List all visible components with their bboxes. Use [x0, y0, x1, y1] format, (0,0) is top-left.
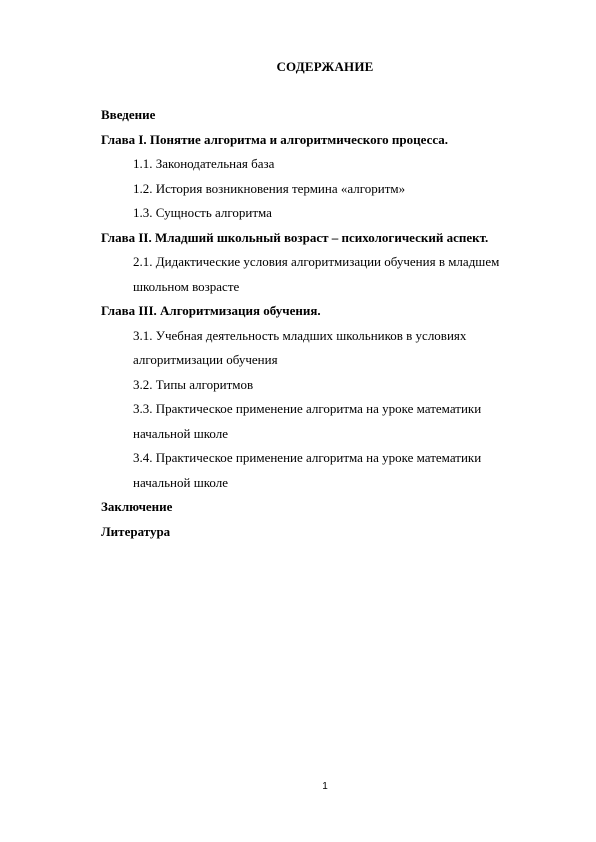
page-number: 1: [322, 781, 328, 792]
toc-entry-1-2: 1.2. История возникновения термина «алгоритм»: [133, 180, 406, 196]
table-of-contents: [101, 103, 541, 544]
toc-entry-3-4: 3.4. Практическое применение алгоритма на уроке математики: [133, 450, 482, 465]
toc-entry-conclusion: Заключение: [101, 499, 173, 514]
toc-entry-chapter-2: Глава II. Младший школьный возраст – психологический аспект.: [101, 229, 489, 245]
page-title: СОДЕРЖАНИЕ: [276, 59, 374, 74]
toc-entry-1-1: 1.1. Законодательная база: [133, 156, 275, 171]
toc-entry-literature: Литература: [101, 523, 171, 539]
toc-entry-3-1: 3.1. Учебная деятельность младших школьников в условиях: [133, 327, 467, 343]
toc-entry-introduction: Введение: [101, 107, 156, 122]
toc-entry-3-3-continued: начальной школе: [133, 425, 228, 441]
toc-entry-chapter-1: Глава I. Понятие алгоритма и алгоритмического процесса.: [101, 131, 449, 147]
toc-entry-2-1: 2.1. Дидактические условия алгоритмизации обучения в младшем: [133, 254, 500, 269]
toc-entry-2-1-continued: школьном возрасте: [133, 278, 240, 294]
toc-entry-3-4-continued: начальной школе: [133, 474, 228, 490]
toc-entry-3-2: 3.2. Типы алгоритмов: [133, 376, 254, 392]
toc-entry-1-3: 1.3. Сущность алгоритма: [133, 205, 272, 220]
toc-entry-3-1-continued: алгоритмизации обучения: [133, 352, 278, 367]
toc-entry-chapter-3: Глава III. Алгоритмизация обучения.: [101, 303, 321, 318]
toc-entry-3-3: 3.3. Практическое применение алгоритма на уроке математики: [133, 401, 482, 416]
